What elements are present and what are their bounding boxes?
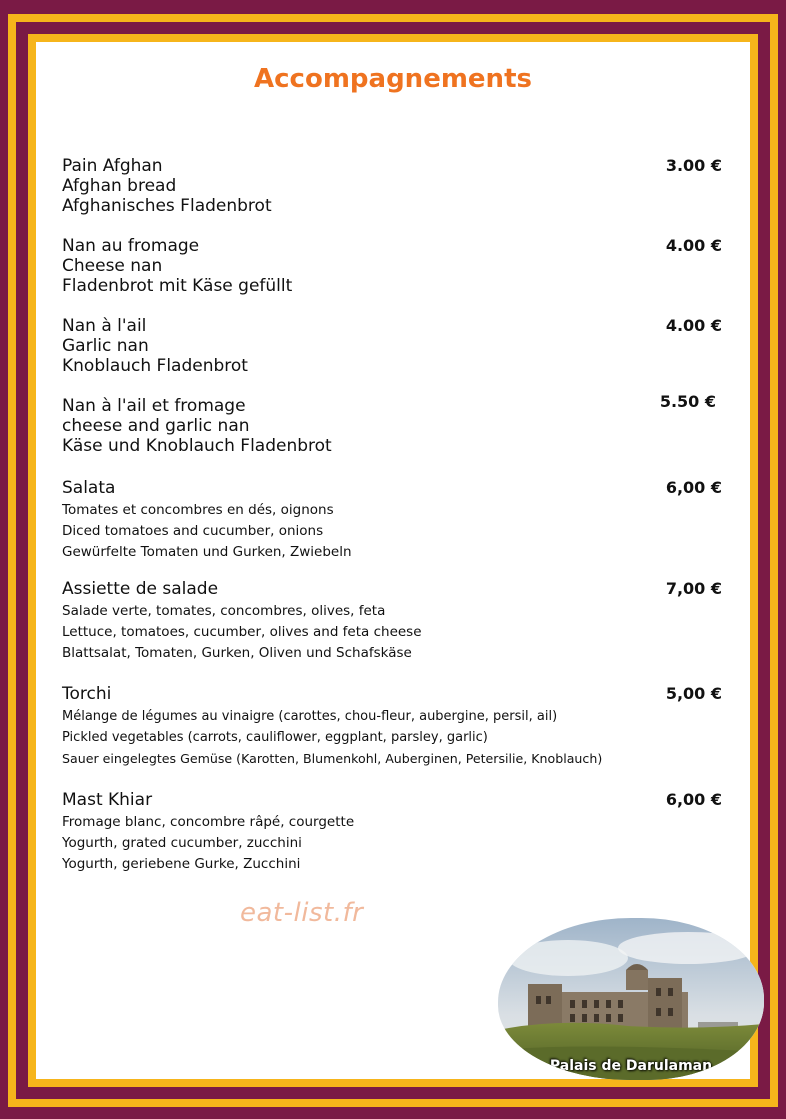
item-desc-en: Diced tomatoes and cucumber, onions	[62, 523, 324, 539]
item-desc-fr: Tomates et concombres en dés, oignons	[62, 502, 334, 518]
item-price: 5,00 €	[665, 684, 722, 703]
menu-page	[36, 42, 750, 1079]
photo-caption: Palais de Darulaman	[549, 1058, 713, 1074]
item-desc-de: Gewürfelte Tomaten und Gurken, Zwiebeln	[62, 544, 352, 560]
item-name-de: Fladenbrot mit Käse gefüllt	[62, 276, 293, 296]
menu-item-salata	[62, 478, 722, 563]
item-price: 3.00 €	[665, 156, 722, 175]
item-name-en: Afghan bread	[62, 176, 177, 196]
menu-item-pain-afghan	[62, 156, 722, 216]
item-name-de: Afghanisches Fladenbrot	[62, 196, 272, 216]
item-desc-fr: Mélange de légumes au vinaigre (carottes, chou-fleur, aubergine, persil, ail)	[62, 709, 558, 724]
menu-item-assiette-salade	[62, 579, 722, 664]
item-name-en: Cheese nan	[62, 256, 163, 276]
menu-item-torchi	[62, 684, 722, 769]
item-desc-de: Sauer eingelegtes Gemüse (Karotten, Blumenkohl, Auberginen, Petersilie, Knoblauch)	[62, 751, 603, 766]
item-name-fr: Nan à l'ail et fromage	[62, 396, 246, 416]
item-name-fr: Nan à l'ail	[62, 316, 147, 336]
palace-illustration	[498, 918, 764, 1080]
palace-photo	[498, 918, 764, 1080]
item-name-fr: Pain Afghan	[62, 156, 163, 176]
item-price: 5.50 €	[659, 392, 716, 411]
menu-item-mast-khiar	[62, 790, 722, 875]
item-name: Salata	[62, 478, 116, 498]
item-desc-en: Pickled vegetables (carrots, cauliflower, eggplant, parsley, garlic)	[62, 730, 488, 745]
item-desc-en: Yogurth, grated cucumber, zucchini	[62, 835, 302, 851]
item-name-en: Garlic nan	[62, 336, 149, 356]
item-name-de: Knoblauch Fladenbrot	[62, 356, 248, 376]
item-price: 6,00 €	[665, 790, 722, 809]
page-title: Accompagnements	[254, 64, 532, 94]
item-name: Assiette de salade	[62, 579, 219, 599]
menu-item-nan-fromage	[62, 236, 722, 296]
item-desc-de: Yogurth, geriebene Gurke, Zucchini	[62, 856, 301, 872]
item-name-fr: Nan au fromage	[62, 236, 200, 256]
item-price: 4.00 €	[665, 316, 722, 335]
item-desc-fr: Salade verte, tomates, concombres, olives, feta	[62, 603, 386, 619]
item-price: 7,00 €	[665, 579, 722, 598]
item-price: 4.00 €	[665, 236, 722, 255]
menu-item-nan-ail-fromage	[62, 392, 722, 456]
item-price: 6,00 €	[665, 478, 722, 497]
item-name-en: cheese and garlic nan	[62, 416, 250, 436]
item-name-de: Käse und Knoblauch Fladenbrot	[62, 436, 332, 456]
watermark: eat-list.fr	[240, 898, 364, 928]
item-desc-de: Blattsalat, Tomaten, Gurken, Oliven und Schafskäse	[62, 645, 412, 661]
item-name: Mast Khiar	[62, 790, 153, 810]
item-desc-fr: Fromage blanc, concombre râpé, courgette	[62, 814, 355, 830]
menu-item-nan-ail	[62, 316, 722, 376]
item-desc-en: Lettuce, tomatoes, cucumber, olives and feta cheese	[62, 624, 422, 640]
item-name: Torchi	[62, 684, 112, 704]
